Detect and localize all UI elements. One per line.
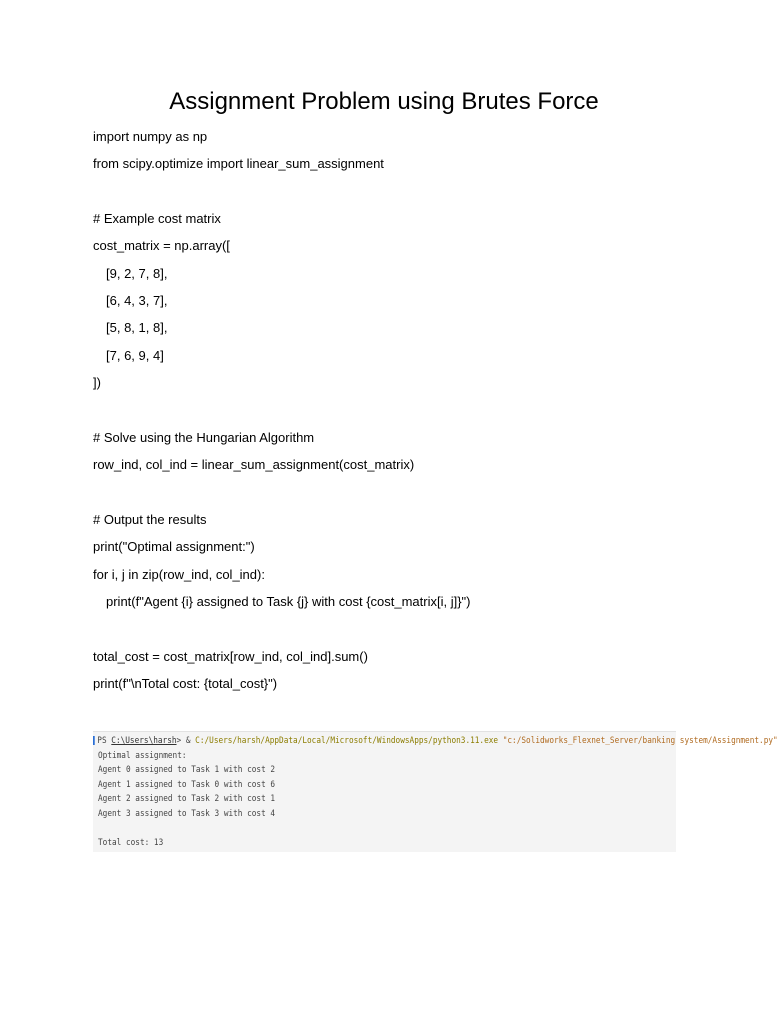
code-line: # Solve using the Hungarian Algorithm: [93, 429, 315, 445]
code-line: [5, 8, 1, 8],: [106, 320, 168, 336]
terminal-output-line: Agent 0 assigned to Task 1 with cost 2: [98, 765, 276, 776]
code-line: import numpy as np: [93, 129, 208, 144]
terminal-ps-label: PS: [97, 736, 107, 746]
code-line: [9, 2, 7, 8],: [106, 265, 168, 281]
blank-line: [93, 182, 693, 209]
terminal-python-exe: C:/Users/harsh/AppData/Local/Microsoft/WindowsApps/python3.11.exe: [195, 736, 499, 746]
code-line: row_ind, col_ind = linear_sum_assignment(cost_matrix): [93, 457, 415, 473]
terminal-output-line: Agent 2 assigned to Task 2 with cost 1: [98, 794, 276, 805]
terminal-output-line: Total cost: 13: [98, 838, 164, 849]
code-line: [7, 6, 9, 4]: [106, 347, 164, 363]
terminal-call-operator: &: [185, 736, 191, 746]
code-line: from scipy.optimize import linear_sum_assignment: [93, 156, 384, 172]
code-line: for i, j in zip(row_ind, col_ind):: [93, 566, 265, 582]
document-title: Assignment Problem using Brutes Force: [169, 88, 599, 115]
terminal-output-line: Agent 1 assigned to Task 0 with cost 6: [98, 779, 276, 790]
terminal-screenshot: [93, 731, 778, 852]
terminal-output-line: Agent 3 assigned to Task 3 with cost 4: [98, 808, 276, 819]
code-line: print("Optimal assignment:"): [93, 539, 255, 555]
prompt-marker-icon: [93, 736, 95, 745]
code-line: ]): [93, 375, 101, 391]
code-line: print(f"Agent {i} assigned to Task {j} with cost {cost_matrix[i, j]}"): [106, 593, 471, 609]
terminal-script-arg: "c:/Solidworks_Flexnet_Server/banking system/Assignment.py": [502, 736, 778, 746]
code-line: # Output the results: [93, 511, 207, 527]
blank-line: [93, 400, 693, 427]
terminal-prompt-end: >: [176, 736, 182, 746]
terminal-command-line: [93, 734, 778, 749]
code-line: cost_matrix = np.array([: [93, 238, 230, 254]
code-line: total_cost = cost_matrix[row_ind, col_ind].sum(): [93, 648, 368, 664]
blank-line: [93, 619, 693, 646]
terminal-cwd-path: C:\Users\harsh: [111, 736, 177, 746]
terminal-output-line: Optimal assignment:: [98, 750, 187, 761]
code-block: [93, 127, 693, 701]
code-line: print(f"\nTotal cost: {total_cost}"): [93, 675, 278, 691]
blank-line: [93, 482, 693, 509]
code-line: [6, 4, 3, 7],: [106, 293, 168, 309]
code-line: # Example cost matrix: [93, 211, 221, 227]
